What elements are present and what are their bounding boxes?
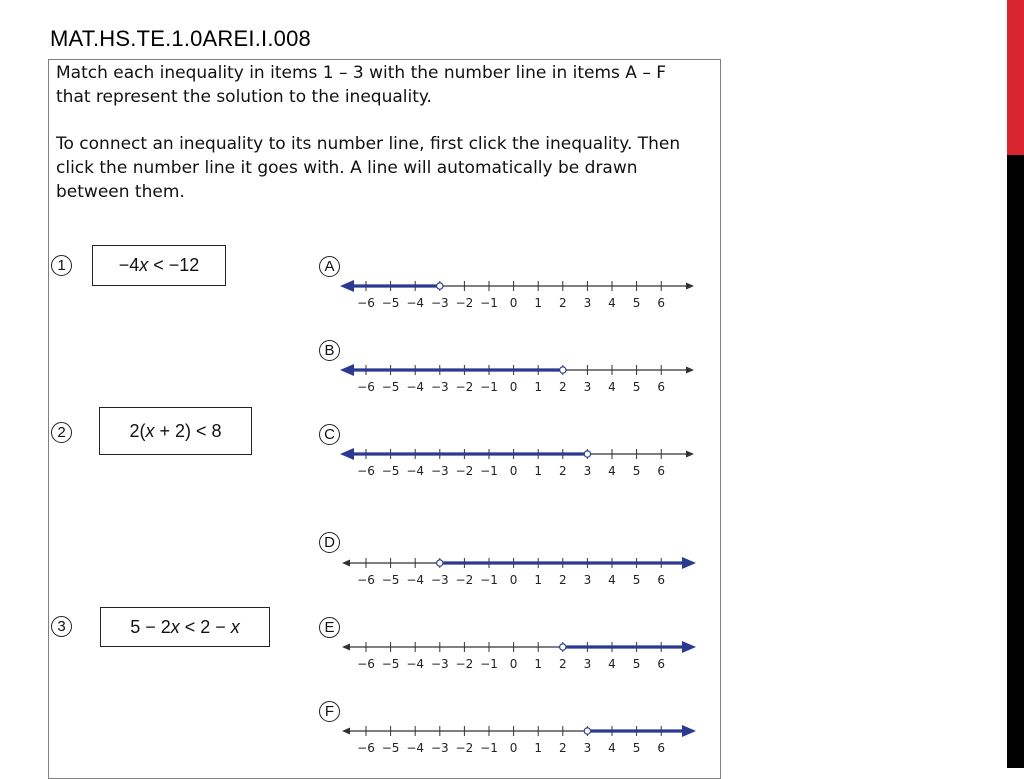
number-line-a[interactable] <box>336 270 706 310</box>
tick-label: 6 <box>657 741 666 755</box>
tick-label: 4 <box>608 296 616 310</box>
tick-label: 0 <box>509 380 518 394</box>
tick-label: −1 <box>480 380 498 394</box>
choice-label-c: C <box>319 424 340 445</box>
axis-arrow-left <box>342 560 350 567</box>
tick-label: 3 <box>583 296 592 310</box>
item-3-number: 3 <box>51 616 72 637</box>
tick-label: −5 <box>381 741 400 755</box>
tick-label: 2 <box>558 464 567 478</box>
inequality-3-part: < 2 − <box>179 616 231 637</box>
tick-label: −4 <box>406 464 425 478</box>
tick-label: 4 <box>608 573 616 587</box>
inequality-1-variable: x <box>139 255 149 275</box>
tick-label: 2 <box>558 296 567 310</box>
tick-label: −3 <box>430 464 449 478</box>
tick-label: −5 <box>381 380 400 394</box>
open-circle <box>437 560 443 566</box>
tick-label: −5 <box>381 657 400 671</box>
tick-label: −1 <box>480 657 498 671</box>
solution-arrow <box>682 557 696 569</box>
inequality-2[interactable] <box>99 407 252 455</box>
tick-label: −1 <box>480 464 498 478</box>
accent-bar <box>1007 0 1024 155</box>
tick-label: 4 <box>608 464 616 478</box>
tick-label: −2 <box>455 296 474 310</box>
tick-label: −4 <box>406 380 425 394</box>
open-circle <box>584 728 590 734</box>
inequality-2-variable: x <box>145 420 155 441</box>
item-1-number: 1 <box>51 255 72 276</box>
choice-label-f: F <box>319 701 340 722</box>
tick-label: −2 <box>455 380 474 394</box>
choice-label-e: E <box>319 617 340 638</box>
tick-label: −4 <box>406 296 425 310</box>
choice-label-d: D <box>319 532 340 553</box>
axis-arrow-right <box>686 283 694 290</box>
instruction-text-1: Match each inequality in items 1 – 3 with the number line in items A – F that represent the solution to the inequality. <box>56 63 666 107</box>
solution-arrow <box>682 641 696 653</box>
tick-label: 2 <box>558 657 567 671</box>
tick-label: −6 <box>357 464 375 478</box>
tick-label: −6 <box>357 741 375 755</box>
tick-label: −6 <box>357 296 375 310</box>
tick-label: 1 <box>534 296 543 310</box>
tick-label: 6 <box>657 380 666 394</box>
axis-arrow-right <box>686 451 694 458</box>
tick-label: −3 <box>430 573 449 587</box>
inequality-1[interactable] <box>92 245 226 286</box>
solution-arrow <box>682 725 696 737</box>
tick-label: −5 <box>381 573 400 587</box>
tick-label: 0 <box>509 741 518 755</box>
item-2-number: 2 <box>51 422 72 443</box>
slide-title: MAT.HS.TE.1.0AREI.I.008 <box>50 26 311 51</box>
tick-label: −1 <box>480 741 498 755</box>
inequality-1-part: < −12 <box>148 255 200 275</box>
tick-label: −3 <box>430 380 449 394</box>
tick-label: 5 <box>632 657 641 671</box>
open-circle <box>437 283 443 289</box>
inequality-2-part: + 2) < 8 <box>154 420 222 441</box>
tick-label: 6 <box>657 296 666 310</box>
number-line-e[interactable] <box>336 631 706 671</box>
tick-label: 1 <box>534 741 543 755</box>
tick-label: 3 <box>583 464 592 478</box>
open-circle <box>584 451 590 457</box>
tick-label: 4 <box>608 657 616 671</box>
axis-arrow-left <box>342 644 350 651</box>
tick-label: 5 <box>632 380 641 394</box>
tick-label: 6 <box>657 573 666 587</box>
inequality-1-part: −4 <box>118 255 140 275</box>
number-line-b[interactable] <box>336 354 706 394</box>
side-bar <box>1007 155 1024 768</box>
tick-label: 1 <box>534 464 543 478</box>
axis-arrow-right <box>686 367 694 374</box>
instruction-text-2: To connect an inequality to its number line, first click the inequality. Then click the number line it goes with. A line will automatically be drawn between them. <box>56 134 681 202</box>
tick-label: 0 <box>509 657 518 671</box>
tick-label: 1 <box>534 657 543 671</box>
tick-label: −2 <box>455 741 474 755</box>
inequality-2-part: 2( <box>129 420 146 441</box>
tick-label: 3 <box>583 741 592 755</box>
tick-label: −2 <box>455 464 474 478</box>
tick-label: 5 <box>632 296 641 310</box>
open-circle <box>560 644 566 650</box>
solution-arrow <box>340 448 354 460</box>
open-circle <box>560 367 566 373</box>
tick-label: 6 <box>657 657 666 671</box>
tick-label: −3 <box>430 657 449 671</box>
tick-label: −2 <box>455 657 474 671</box>
tick-label: 2 <box>558 573 567 587</box>
tick-label: 4 <box>608 741 616 755</box>
tick-label: 0 <box>509 573 518 587</box>
tick-label: −6 <box>357 657 375 671</box>
inequality-3-part: 5 − 2 <box>130 616 171 637</box>
tick-label: 5 <box>632 464 641 478</box>
tick-label: 5 <box>632 573 641 587</box>
tick-label: 0 <box>509 296 518 310</box>
inequality-3-variable: x <box>230 616 240 637</box>
choice-label-b: B <box>319 340 340 361</box>
number-line-c[interactable] <box>336 438 706 478</box>
tick-label: −1 <box>480 296 498 310</box>
tick-label: −3 <box>430 296 449 310</box>
axis-arrow-left <box>342 728 350 735</box>
tick-label: 5 <box>632 741 641 755</box>
tick-label: 3 <box>583 573 592 587</box>
tick-label: 0 <box>509 464 518 478</box>
tick-label: −4 <box>406 741 425 755</box>
solution-arrow <box>340 280 354 292</box>
tick-label: 3 <box>583 657 592 671</box>
tick-label: 1 <box>534 380 543 394</box>
inequality-3[interactable] <box>100 607 270 647</box>
tick-label: −1 <box>480 573 498 587</box>
tick-label: −4 <box>406 573 425 587</box>
number-line-f[interactable] <box>336 715 706 755</box>
tick-label: −2 <box>455 573 474 587</box>
choice-label-a: A <box>319 256 340 277</box>
inequality-3-variable: x <box>170 616 180 637</box>
tick-label: 2 <box>558 380 567 394</box>
tick-label: −5 <box>381 296 400 310</box>
solution-arrow <box>340 364 354 376</box>
tick-label: −5 <box>381 464 400 478</box>
tick-label: 2 <box>558 741 567 755</box>
tick-label: −6 <box>357 380 375 394</box>
tick-label: 4 <box>608 380 616 394</box>
number-line-d[interactable] <box>336 547 706 587</box>
tick-label: 6 <box>657 464 666 478</box>
tick-label: 3 <box>583 380 592 394</box>
tick-label: −6 <box>357 573 375 587</box>
tick-label: −3 <box>430 741 449 755</box>
tick-label: −4 <box>406 657 425 671</box>
tick-label: 1 <box>534 573 543 587</box>
